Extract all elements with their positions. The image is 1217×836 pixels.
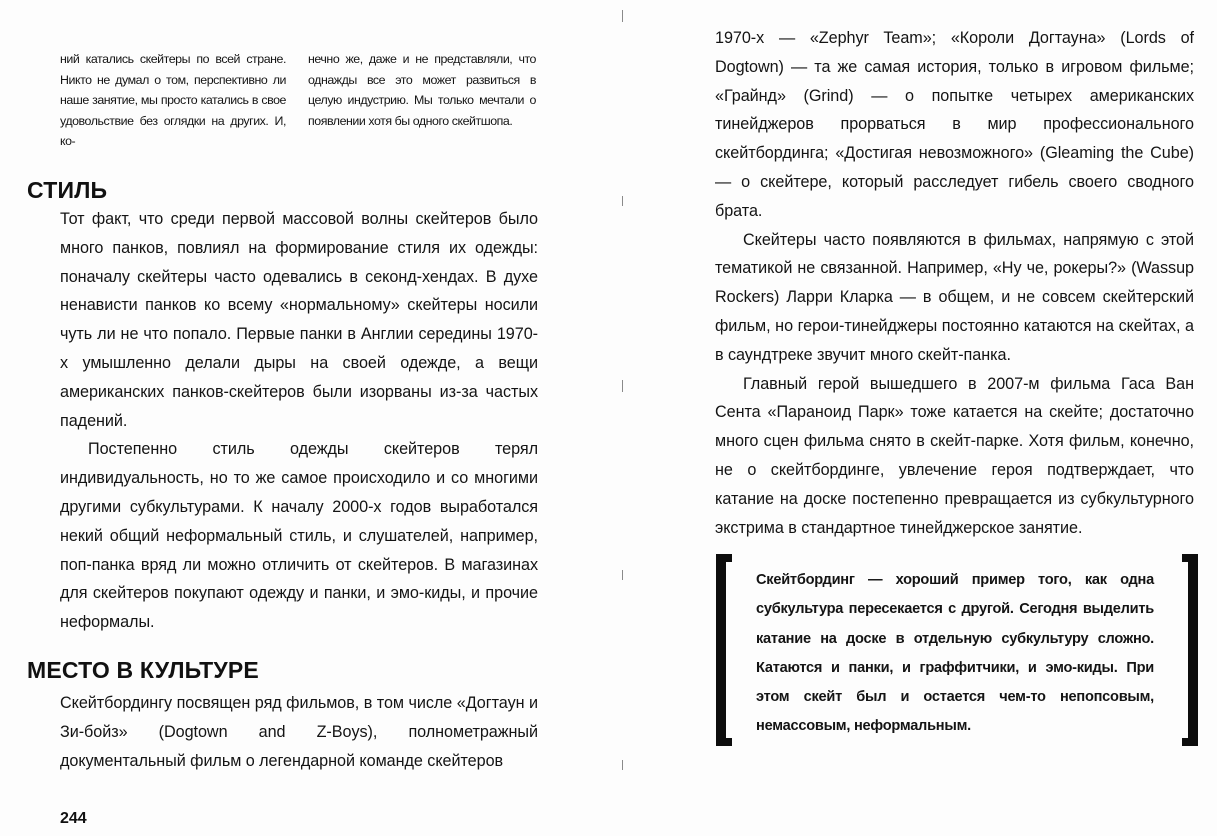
context-column-1-text: ний катались скейтеры по всей стране. Никто не думал о том, перспективно ли наше занятие, мы просто катались в свое удовольствие без оглядки на других. И, ко-	[60, 52, 286, 149]
style-paragraph-2: Постепенно стиль одежды скейтеров терял индивидуальность, но то же самое происходило и со многими другими субкультурами. К началу 2000-х годов выработался некий общий неформальный стиль, и слушателей, например, поп-панка вряд ли можно отличить от скейтеров. В магазинах для скейтеров покупают одежду и панки, и эмо-киды, и прочие неформалы.	[60, 440, 538, 632]
gutter-tick-mark	[622, 570, 623, 580]
right-paragraph-2: Скейтеры часто появляются в фильмах, напрямую с этой тематикой не связанной. Например, «Ну че, рокеры?» (Wassup Rockers) Ларри Кларка — в общем, и не совсем скейтерский фильм, но герои-тинейджеры постоянно катаются на скейтах, а в саундтреке звучит много скейт-панка.	[715, 230, 1194, 364]
gutter-tick-mark	[622, 380, 623, 392]
gutter-tick-mark	[622, 196, 623, 206]
page-number: 244	[60, 810, 87, 827]
left-bracket-icon	[716, 554, 732, 746]
gutter-tick-mark	[622, 10, 623, 22]
right-bracket-icon	[1182, 554, 1198, 746]
pull-quote	[716, 554, 1198, 750]
right-page-body	[715, 24, 1194, 542]
right-paragraph-3: Главный герой вышедшего в 2007-м фильма Гаса Ван Сента «Параноид Парк» тоже катается на скейте; достаточно много сцен фильма снято в скейт-парке. Хотя фильм, конечно, не о скейтбординге, увлечение героя подтверждает, что катание на доске постепенно превращается из субкультурного экстрима в стандартное тинейджерское занятие.	[715, 374, 1194, 537]
context-column-2-text: нечно же, даже и не представляли, что однажды все это может развиться в целую индустрию. Мы только мечтали о появлении хотя бы одного скейтшопа.	[308, 52, 536, 128]
style-paragraph-1: Тот факт, что среди первой массовой волны скейтеров было много панков, повлиял на формирование стиля их одежды: поначалу скейтеры часто одевались в секонд-хендах. В духе ненависти панков ко всему «нормальному» скейтеры носили чуть ли не что попало. Первые панки в Англии середины 1970-х умышленно делали дыры на своей одежде, а вещи американских панков-скейтеров были изорваны из-за частых падений.	[60, 210, 538, 430]
context-column-1	[60, 49, 286, 152]
left-page	[0, 0, 600, 836]
culture-paragraph-1: Скейтбордингу посвящен ряд фильмов, в том числе «Догтаун и Зи-бойз» (Dogtown and Z-Boys), полнометражный документальный фильм о легендарной команде скейтеров	[60, 694, 538, 770]
right-page	[600, 0, 1217, 836]
right-paragraph-1: 1970-х — «Zephyr Team»; «Короли Догтауна» (Lords of Dogtown) — та же самая история, только в игровом фильме; «Грайнд» (Grind) — о попытке четырех американских тинейджеров прорваться в мир профессионального скейтбординга; «Достигая невозможного» (Gleaming the Cube) — о скейтере, который расследует гибель своего сводного брата.	[715, 29, 1194, 220]
style-section-body	[60, 205, 538, 637]
section-heading-culture: МЕСТО В КУЛЬТУРЕ	[27, 657, 259, 683]
context-column-2	[308, 49, 536, 131]
section-heading-style: СТИЛЬ	[27, 177, 108, 203]
pull-quote-text: Скейтбординг — хороший пример того, как одна субкультура пересекается с другой. Сегодня выделить катание на доске в отдельную субкультуру сложно. Катаются и панки, и граффитчики, и эмо-киды. При этом скейт был и остается чем-то непопсовым, немассовым, неформальным.	[756, 572, 1154, 735]
gutter-tick-mark	[622, 760, 623, 770]
culture-section-body	[60, 689, 538, 775]
